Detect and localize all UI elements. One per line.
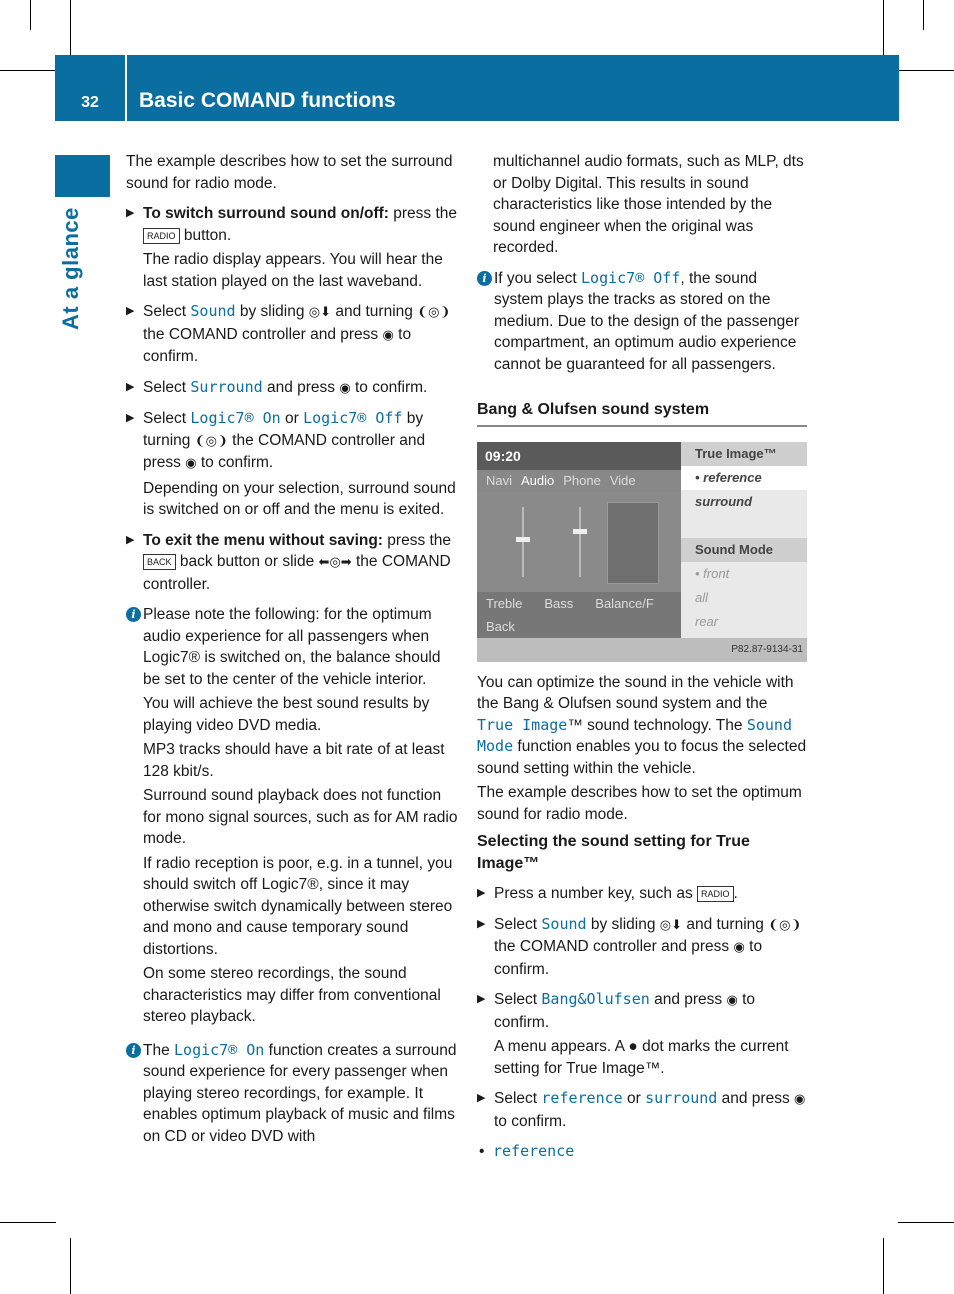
screen-bottom bbox=[477, 592, 681, 638]
seat-graphic bbox=[607, 502, 659, 584]
screen-label: Balance/F bbox=[595, 595, 654, 611]
arrow-icon: ▶ bbox=[126, 380, 135, 393]
text: You can optimize the sound in the vehicle with the Bang & Olufsen sound system and the bbox=[477, 673, 794, 712]
bullet-icon: • bbox=[479, 1143, 485, 1160]
crop-mark bbox=[883, 1238, 884, 1294]
menu-item-true-image: True Image bbox=[477, 715, 568, 734]
arrow-icon: ▶ bbox=[477, 917, 486, 930]
crop-mark bbox=[883, 0, 884, 56]
page-title: Basic COMAND functions bbox=[139, 89, 396, 112]
right-column bbox=[477, 151, 807, 1163]
screen-label: Bass bbox=[544, 595, 574, 611]
slide-down-icon: ◎⬇ bbox=[308, 305, 332, 320]
radio-key-icon: RADIO bbox=[143, 228, 180, 244]
crop-mark bbox=[923, 0, 924, 30]
info-text: If radio reception is poor, e.g. in a tunnel, you should switch off Logic7®, since it may otherwise switch dynamically between stereo and mono and cause temporary sound distortions. bbox=[143, 854, 453, 958]
intro-text: The example describes how to set the surround sound for radio mode. bbox=[126, 153, 453, 192]
arrow-icon: ▶ bbox=[126, 533, 135, 546]
image-code: P82.87-9134-31 bbox=[477, 638, 807, 662]
screen-menu-item bbox=[681, 514, 807, 538]
step-select-bang-olufsen bbox=[477, 989, 807, 1079]
text: The bbox=[143, 1041, 175, 1059]
screen-label: Treble bbox=[486, 595, 523, 611]
crop-mark bbox=[70, 0, 71, 56]
screen-tab: Phone bbox=[563, 472, 601, 488]
info-note bbox=[126, 1040, 460, 1148]
body-text: The example describes how to set the optimum sound for radio mode. bbox=[477, 784, 802, 823]
arrow-icon: ▶ bbox=[477, 1092, 486, 1104]
slide-left-right-icon: ⬅◎➡ bbox=[318, 555, 352, 570]
page-number: 32 bbox=[81, 94, 99, 111]
screen-menu bbox=[681, 442, 807, 638]
text: Select bbox=[143, 410, 191, 427]
screen-menu-item: • front bbox=[695, 565, 730, 581]
info-text: You will achieve the best sound results by playing video DVD media. bbox=[143, 695, 430, 734]
screen-menu-item: rear bbox=[695, 613, 719, 629]
info-text: On some stereo recordings, the sound characteristics may differ from conventional stereo playback. bbox=[143, 965, 441, 1025]
text: by turning bbox=[143, 410, 424, 449]
info-icon: i bbox=[126, 607, 141, 622]
step-switch-surround bbox=[126, 203, 460, 292]
crop-mark bbox=[898, 1222, 954, 1223]
screen-tab: Navi bbox=[486, 472, 513, 488]
text: and turning bbox=[682, 915, 769, 933]
text: ™ sound technology. The bbox=[567, 716, 747, 734]
menu-item-reference: reference bbox=[493, 1142, 575, 1160]
press-icon: ◉ bbox=[794, 1092, 806, 1107]
step-bold: To exit the menu without saving: bbox=[143, 531, 383, 549]
arrow-icon: ▶ bbox=[126, 207, 135, 219]
crop-mark bbox=[898, 70, 954, 71]
screen-menu-item: • reference bbox=[681, 466, 807, 490]
text: to confirm. bbox=[494, 938, 763, 978]
press-icon: ◉ bbox=[733, 940, 745, 955]
info-icon: i bbox=[477, 271, 492, 286]
slider-knob bbox=[516, 537, 530, 542]
screen-time: 09:20 bbox=[477, 442, 681, 470]
text: the COMAND controller. bbox=[143, 553, 451, 593]
screen-back: Back bbox=[486, 618, 515, 634]
info-text: Surround sound playback does not function for mono signal sources, such as for AM radio mode. bbox=[143, 787, 458, 847]
menu-item-surround: surround bbox=[645, 1089, 718, 1107]
menu-item-logic7-off: Logic7® Off bbox=[581, 268, 681, 287]
step-sub: A menu appears. A ● dot marks the current setting for True Image™. bbox=[494, 1038, 789, 1077]
list-item bbox=[477, 1141, 807, 1163]
text: and press bbox=[262, 378, 340, 396]
slider-track bbox=[522, 507, 524, 577]
screen-menu-item: Sound Mode bbox=[681, 538, 807, 562]
header-divider bbox=[125, 55, 127, 121]
crop-mark bbox=[0, 70, 56, 71]
subsection-title: Selecting the sound setting for True Image™ bbox=[477, 833, 750, 872]
crop-mark bbox=[0, 1222, 56, 1223]
screen-menu-item: all bbox=[695, 589, 709, 605]
text: Press a number key, such as bbox=[494, 885, 698, 902]
radio-key-icon: RADIO bbox=[697, 886, 734, 902]
text: to confirm. bbox=[196, 454, 274, 471]
text: If you select bbox=[494, 269, 582, 287]
step-sub: Depending on your selection, surround sound is switched on or off and the menu is exited. bbox=[143, 479, 456, 518]
arrow-icon: ▶ bbox=[126, 412, 135, 424]
menu-item-logic7-on: Logic7® On bbox=[190, 409, 281, 427]
screen-tab: Audio bbox=[521, 472, 555, 488]
screen-tab: Vide bbox=[609, 472, 636, 488]
press-icon: ◉ bbox=[185, 456, 197, 471]
step-sub: The radio display appears. You will hear the last station played on the last waveband. bbox=[143, 251, 443, 290]
step-press-key bbox=[477, 883, 807, 905]
text: press the bbox=[382, 531, 452, 549]
sidebar-label: At a glance bbox=[58, 207, 83, 330]
text: back button or slide bbox=[175, 553, 319, 570]
text: , the sound system plays the tracks as stored on the medium. Due to the design of the passenger compartment, an optimum audio experience cannot be guaranteed for all passengers. bbox=[494, 269, 800, 373]
text: and press bbox=[717, 1090, 795, 1107]
text: the COMAND controller and press bbox=[494, 938, 734, 955]
turn-icon: ❨◎❩ bbox=[417, 305, 451, 320]
menu-item-bang-olufsen: Bang&Olufsen bbox=[541, 990, 650, 1008]
comand-screenshot bbox=[477, 442, 807, 662]
step-select-sound bbox=[126, 301, 460, 368]
text: button. bbox=[179, 226, 232, 244]
text: Select bbox=[494, 915, 542, 933]
crop-mark bbox=[30, 0, 31, 30]
text: to confirm. bbox=[143, 325, 412, 365]
left-column bbox=[126, 151, 460, 1147]
step-exit-menu bbox=[126, 530, 460, 596]
turn-icon: ❨◎❩ bbox=[768, 917, 802, 933]
menu-item-logic7-on: Logic7® On bbox=[174, 1040, 265, 1059]
screen-menu-item: surround bbox=[695, 493, 753, 509]
screen-bottom-row bbox=[477, 592, 681, 615]
step-select-reference bbox=[477, 1088, 807, 1132]
slider-track bbox=[579, 507, 581, 577]
body-text bbox=[477, 672, 807, 780]
section-title: Bang & Olufsen sound system bbox=[477, 401, 710, 418]
arrow-icon: ▶ bbox=[477, 993, 486, 1005]
sidebar-tab bbox=[55, 155, 110, 197]
turn-icon: ❨◎❩ bbox=[194, 433, 228, 449]
text: and turning bbox=[331, 303, 418, 320]
menu-item-sound: Sound bbox=[190, 302, 236, 320]
menu-item-sound: Sound bbox=[541, 914, 587, 933]
menu-item-sound-mode: Sound Mode bbox=[477, 715, 792, 755]
arrow-icon: ▶ bbox=[477, 887, 486, 899]
step-select-surround bbox=[126, 377, 460, 400]
press-icon: ◉ bbox=[382, 327, 394, 343]
text: to confirm. bbox=[494, 1112, 567, 1130]
screen-menu-item: True Image™ bbox=[681, 442, 807, 466]
screen-tabs bbox=[477, 470, 681, 492]
text: the COMAND controller and press bbox=[143, 325, 383, 343]
back-key-icon: BACK bbox=[143, 554, 176, 570]
text: by sliding bbox=[586, 915, 660, 933]
info-note bbox=[126, 604, 460, 1028]
text: function enables you to focus the selected sound setting within the vehicle. bbox=[477, 738, 807, 777]
info-text: MP3 tracks should have a bit rate of at least 128 kbit/s. bbox=[143, 741, 445, 780]
text: press the bbox=[388, 205, 458, 222]
text: or bbox=[622, 1090, 646, 1107]
text: Select bbox=[494, 1090, 542, 1107]
text: the COMAND controller and press bbox=[143, 431, 426, 471]
text: Select bbox=[143, 378, 191, 396]
step-select-sound bbox=[477, 914, 807, 981]
screen-sliders bbox=[477, 492, 681, 592]
text: . bbox=[733, 885, 738, 902]
info-note bbox=[477, 268, 807, 376]
menu-item-surround: Surround bbox=[190, 377, 263, 396]
menu-item-reference: reference bbox=[541, 1089, 623, 1107]
menu-item-logic7-off: Logic7® Off bbox=[303, 409, 403, 427]
text: Select bbox=[494, 991, 542, 1008]
text: to confirm. bbox=[350, 378, 428, 396]
press-icon: ◉ bbox=[339, 380, 351, 396]
text: to confirm. bbox=[494, 991, 756, 1031]
section-heading bbox=[477, 399, 807, 427]
text: and press bbox=[649, 991, 727, 1008]
continued-text: multichannel audio formats, such as MLP, dts or Dolby Digital. This results in sound characteristics like those intended by the sound engineer when the original was recorded. bbox=[493, 153, 804, 256]
page-header bbox=[55, 55, 899, 121]
slide-down-icon: ◎⬇ bbox=[659, 917, 683, 933]
slider-knob bbox=[573, 529, 587, 534]
text: or bbox=[280, 410, 304, 427]
text: function creates a surround sound experience for every passenger when playing stereo recordings, for example. It enables optimum playback of music and films on CD or video DVD with bbox=[143, 1041, 457, 1145]
text: by sliding bbox=[235, 303, 309, 320]
text: Select bbox=[143, 303, 191, 320]
step-select-logic7 bbox=[126, 408, 460, 521]
info-text: Please note the following: for the optimum audio experience for all passengers when Logic7® is switched on, the balance should be set to the center of the vehicle interior. bbox=[143, 606, 441, 688]
press-icon: ◉ bbox=[726, 993, 738, 1008]
arrow-icon: ▶ bbox=[126, 305, 135, 317]
step-bold: To switch surround sound on/off: bbox=[143, 205, 389, 222]
info-icon: i bbox=[126, 1043, 141, 1058]
crop-mark bbox=[70, 1238, 71, 1294]
